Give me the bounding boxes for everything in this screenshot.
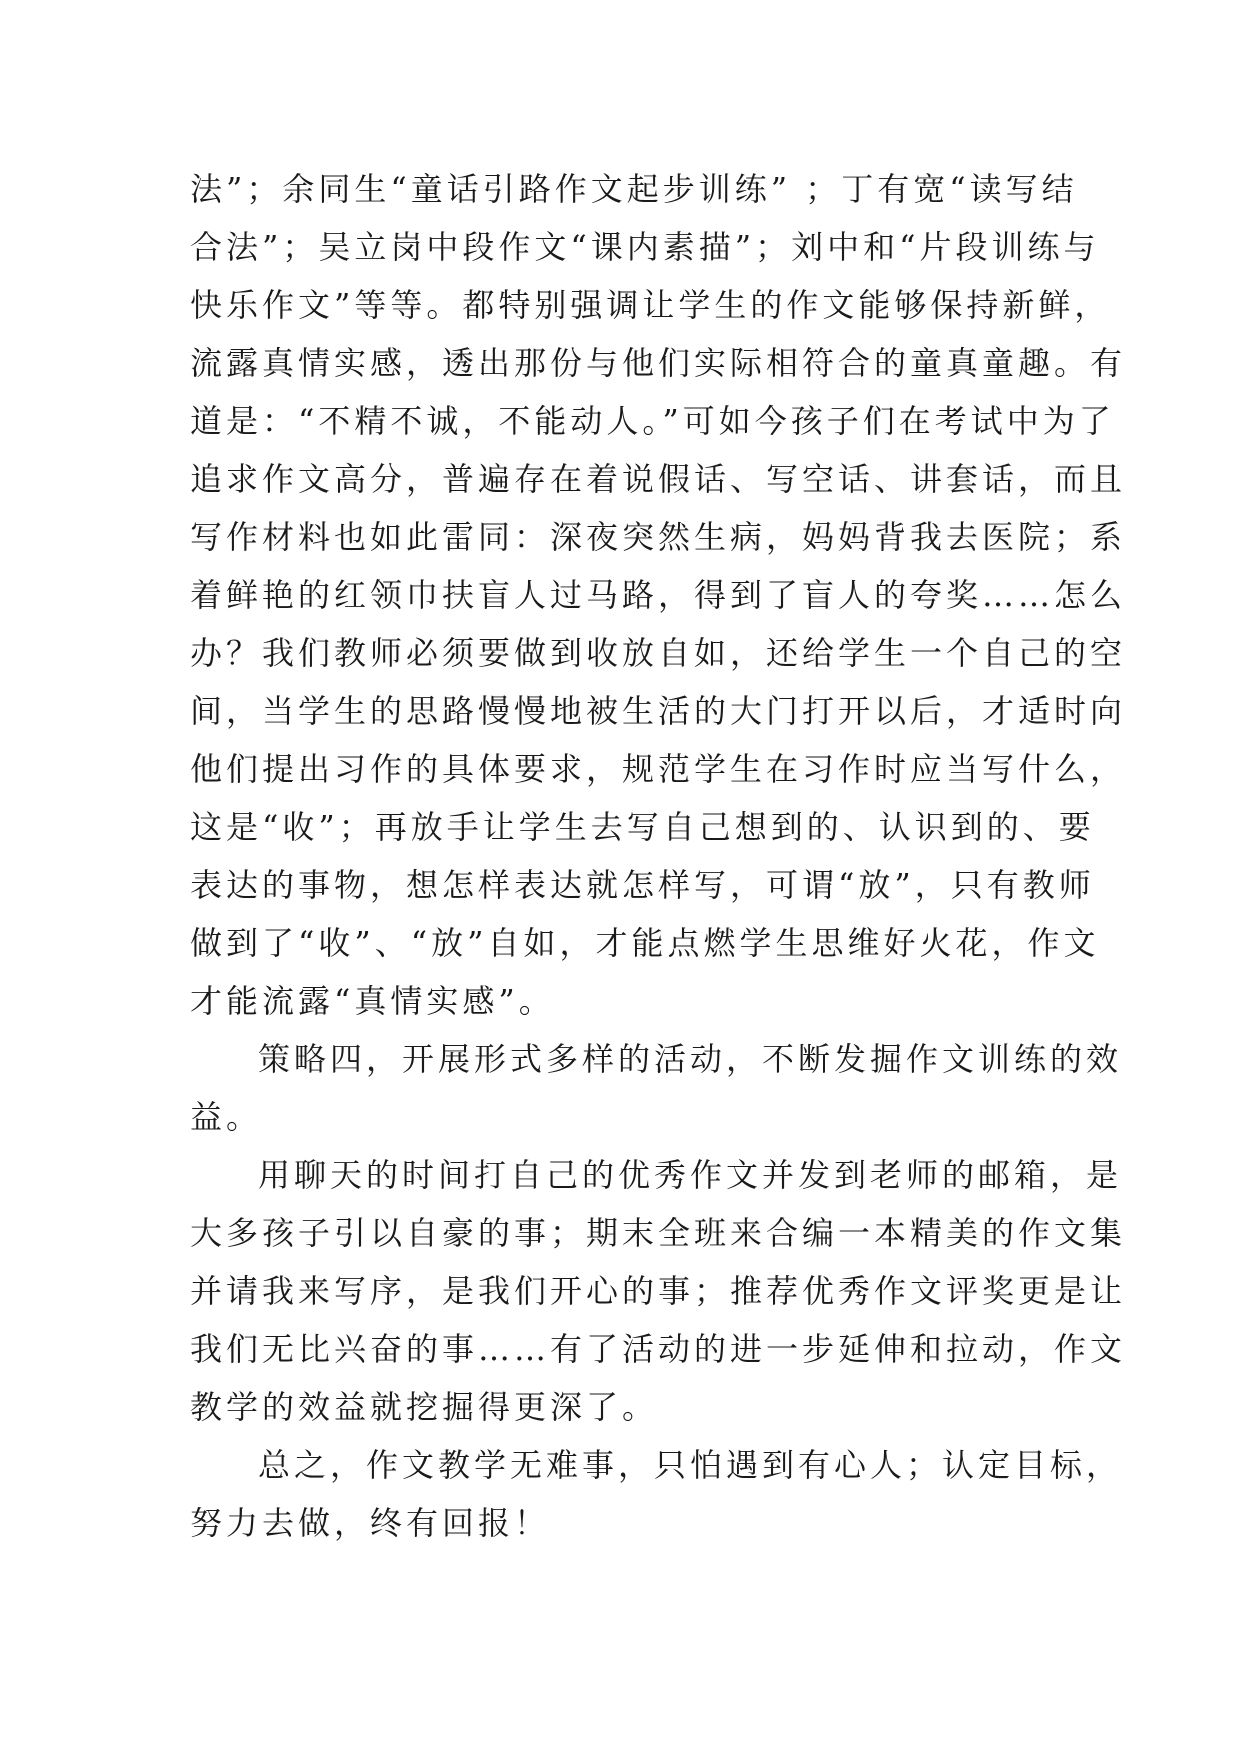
text-line: 并请我来写序，是我们开心的事；推荐优秀作文评奖更是让 [190,1272,1127,1310]
text-line: 追求作文高分，普遍存在着说假话、写空话、讲套话，而且 [190,460,1127,498]
text-line: 大多孩子引以自豪的事；期末全班来合编一本精美的作文集 [190,1214,1127,1252]
text-line: 益。 [190,1098,263,1136]
text-line: 才能流露“真情实感”。 [190,982,555,1020]
paragraph-first-line: 用聊天的时间打自己的优秀作文并发到老师的邮箱，是 [258,1156,1123,1194]
text-line: 表达的事物，想怎样表达就怎样写，可谓“放”，只有教师 [190,866,1095,904]
text-line: 做到了“收”、“放”自如，才能点燃学生思维好火花，作文 [190,924,1100,962]
text-line: 他们提出习作的具体要求，规范学生在习作时应当写什么， [190,750,1127,788]
text-line: 写作材料也如此雷同：深夜突然生病，妈妈背我去医院；系 [190,518,1127,556]
text-line: 快乐作文”等等。都特别强调让学生的作文能够保持新鲜， [190,286,1111,324]
text-line: 流露真情实感，透出那份与他们实际相符合的童真童趣。有 [190,344,1127,382]
text-line: 努力去做，终有回报！ [190,1504,551,1542]
text-line: 教学的效益就挖掘得更深了。 [190,1388,659,1426]
document-body [190,160,1127,1552]
text-line: 法”；余同生“童话引路作文起步训练” ；丁有宽“读写结 [190,170,1078,208]
text-line: 合法”；吴立岗中段作文“课内素描”；刘中和“片段训练与 [190,228,1100,266]
text-line: 我们无比兴奋的事……有了活动的进一步延伸和拉动，作文 [190,1330,1127,1368]
text-line: 着鲜艳的红领巾扶盲人过马路，得到了盲人的夸奖……怎么 [190,576,1127,614]
paragraph-first-line: 总之，作文教学无难事，只怕遇到有心人；认定目标， [258,1446,1123,1484]
text-line: 道是：“不精不诚，不能动人。”可如今孩子们在考试中为了 [190,402,1115,440]
text-line: 间，当学生的思路慢慢地被生活的大门打开以后，才适时向 [190,692,1127,730]
paragraph-first-line: 策略四，开展形式多样的活动，不断发掘作文训练的效 [258,1040,1123,1078]
text-line: 这是“收”；再放手让学生去写自己想到的、认识到的、要 [190,808,1095,846]
text-line: 办？我们教师必须要做到收放自如，还给学生一个自己的空 [190,634,1127,672]
